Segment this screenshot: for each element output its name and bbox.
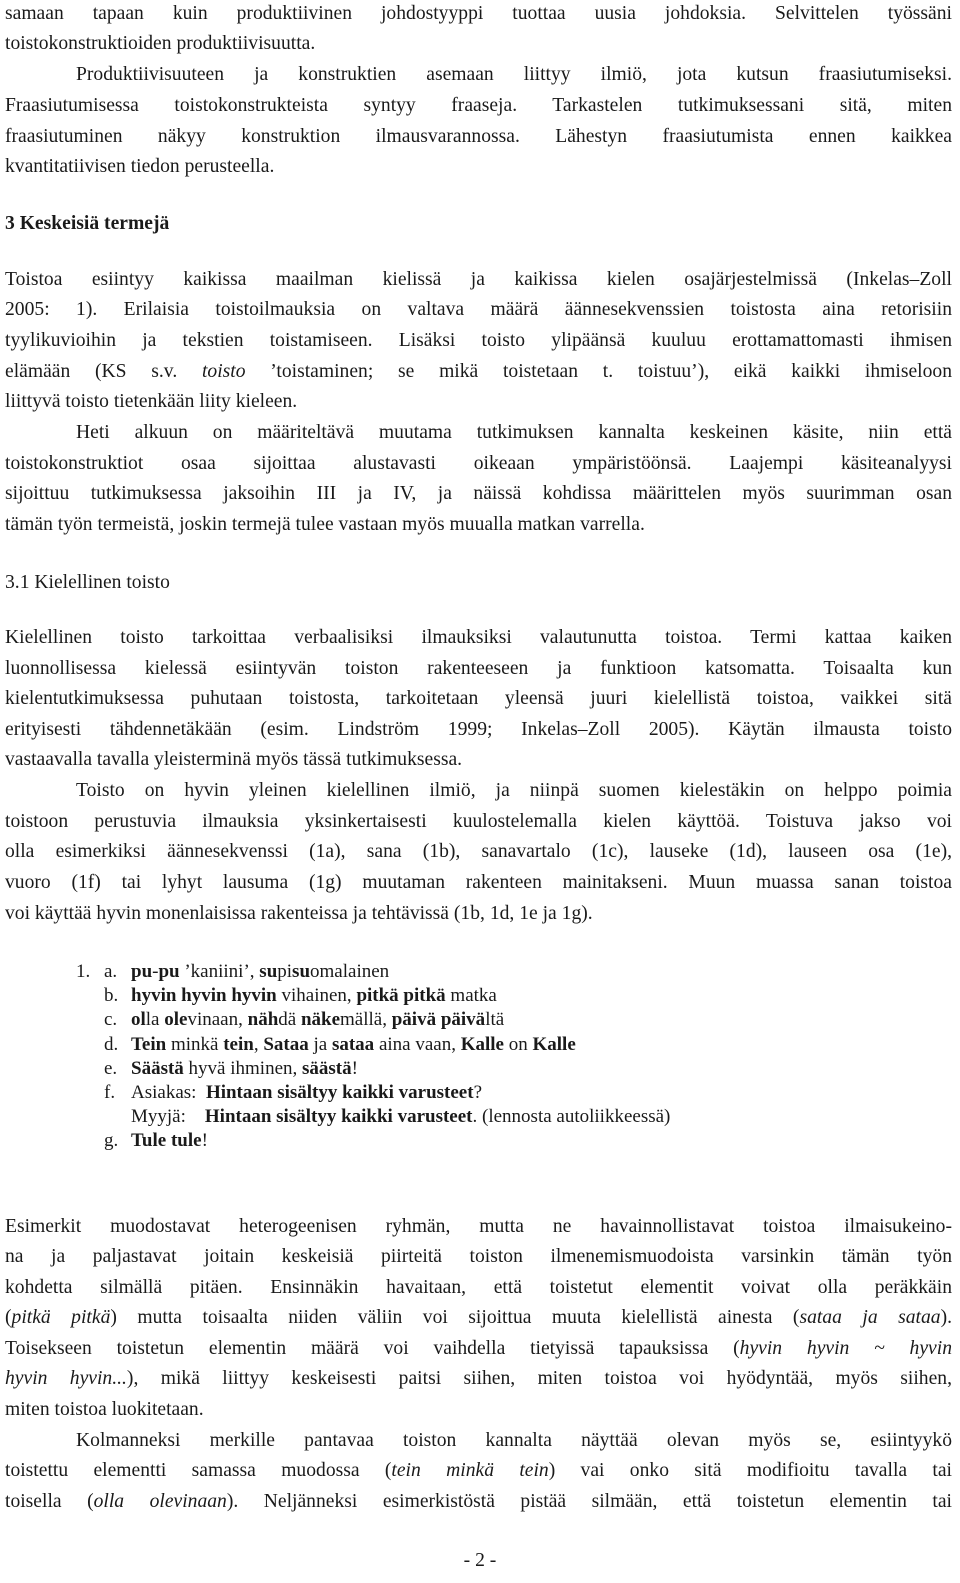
example-text: hyvä ihminen, [183,1057,302,1079]
repeated-element: su [292,961,311,982]
text-run: ). [940,1307,952,1328]
example-text: on [503,1033,533,1055]
text-run: toisella ( [5,1491,94,1512]
example-item [131,960,389,984]
repeated-element: su [259,961,278,982]
italic-example: hyvin hyvin... [5,1368,127,1389]
text-run: ( [5,1307,12,1328]
text-line: Kolmanneksi merkille pantavaa toiston kannalta näyttää olevan myös se, esiintyykö [76,1430,952,1451]
text-line: Toisto on hyvin yleinen kielellinen ilmiö, ja niinpä suomen kielestäkin on helppo poimia [76,780,952,801]
text-run: Toisekseen toistetun elementin määrä voi vaihdella tietyissä tapauksissa ( [5,1338,740,1359]
text-line: erityisesti tähdennetäkään (esim. Lindström 1999; Inkelas–Zoll 2005). Käytän ilmausta toisto [5,719,952,740]
example-label: a. [104,961,118,982]
text-line: voi käyttää hyvin monenlaisissa rakenteissa ja tehtävissä (1b, 1d, 1e ja 1g). [5,903,593,924]
text-line: tyylikuvioihin ja tekstien toistamiseen. Lisäksi toisto ylipäänsä kuuluu erottamattomasti ihmisen [5,330,952,351]
text-line: vastaavalla tavalla yleisterminä myös tässä tutkimuksessa. [5,749,463,770]
text-line: vuoro (1f) tai lyhyt lausuma (1g) muutaman rakenteen mainitakseni. Muun muassa sanan toistoa [5,872,952,893]
example-text: ltä [485,1009,505,1031]
example-text: aina vaan, [374,1033,461,1055]
example-text: ! [201,1130,208,1152]
repeated-element: säästä [302,1057,352,1079]
text-line: Heti alkuun on määriteltävä muutama tutkimuksen kannalta keskeinen käsite, niin että [76,422,952,443]
example-text: omalainen [310,961,390,982]
text-run: elämään (KS s.v. [5,361,202,382]
page-number: - 2 - [463,1550,497,1571]
text-line: kohdetta silmällä pitäen. Ensinnäkin havaitaan, että toistetut elementit voivat olla peräkkäin [5,1277,952,1298]
example-text: minkä [166,1033,224,1055]
repeated-element: Hintaan sisältyy kaikki varusteet [205,1082,474,1103]
text-line: Toistoa esiintyy kaikissa maailman kielissä ja kaikissa kielen osajärjestelmissä (Inkelas–Zoll [5,269,952,290]
italic-example: tein minkä tein [391,1460,549,1481]
example-item [131,984,497,1008]
repeated-element: pitkä pitkä [356,985,446,1007]
repeated-element: pu [158,961,180,982]
repeated-element: tein [223,1033,254,1055]
example-item [131,1033,576,1057]
example-label: d. [104,1033,119,1055]
repeated-element: näh [247,1009,279,1031]
example-text: vihainen, [276,985,357,1007]
text-line [5,1367,952,1391]
repeated-element: Sataa [263,1033,309,1055]
text-line: Esimerkit muodostavat heterogeenisen ryhmän, mutta ne havainnollistavat toistoa ilmaisukeino- [5,1216,952,1237]
repeated-element: ole [164,1009,188,1031]
text-line [5,1490,952,1514]
example-item [131,1129,208,1153]
example-item [131,1008,504,1032]
example-text: ! [351,1057,358,1079]
example-label: g. [104,1130,119,1152]
repeated-element: Tule tule [131,1130,202,1152]
example-label: c. [104,1009,118,1031]
text-line: kielentutkimuksessa puhutaan toistosta, tarkoitetaan yleensä juuri kielellistä toistoa, vaikkei sitä [5,688,952,709]
section-heading: 3 Keskeisiä termejä [5,213,170,234]
text-line: na ja paljastavat joitain keskeisiä piirteitä toiston ilmenemismuodoista varsinkin tämän työn [5,1246,952,1267]
text-line: liittyvä toisto tietenkään liity kieleen. [5,391,298,412]
example-text: la [145,1009,165,1031]
example-text: matka [445,985,497,1007]
text-line: sijoittuu tutkimuksessa jaksoihin III ja IV, ja näissä kohdissa määrittelen myös suurimman osan [5,483,952,504]
text-line: olla esimerkiksi äännesekvenssi (1a), sana (1b), sanavartalo (1c), lauseke (1d), lauseen osa (1e), [5,841,952,862]
example-text: Asiakas: [131,1082,206,1103]
text-line: Kielellinen toisto tarkoittaa verbaalisiksi ilmauksiksi valautunutta toistoa. Termi kattaa kaiken [5,627,952,648]
italic-example: pitkä pitkä [11,1307,111,1328]
italic-example: olla olevinaan [93,1491,227,1512]
text-run: ). Neljänneksi esimerkistöstä pistää silmään, että toistetun elementin tai [226,1491,952,1512]
text-line: luonnollisessa kielessä esiintyvän toiston rakenteeseen ja funktioon katsomatta. Toisaalta kun [5,658,952,679]
text-line: toistokonstruktiot osaa sijoittaa alustavasti oikeaan ympäristöönsä. Laajempi käsiteanalyysi [5,453,952,474]
text-line: 2005: 1). Erilaisia toistoilmauksia on valtava määrä äännesekvenssien toistosta aina retorisiin [5,299,952,320]
example-text: vinaan, [187,1009,248,1031]
repeated-element: näke [300,1009,341,1031]
example-text: ja [308,1033,332,1055]
example-text: , [253,1033,264,1055]
text-line: Fraasiutumisessa toistokonstrukteista syntyy fraaseja. Tarkastelen tutkimuksessani sitä, miten [5,95,952,116]
example-text: ? [473,1082,482,1103]
repeated-element: hyvin hyvin hyvin [131,985,277,1007]
example-text: pi [277,961,293,982]
text-run: ), mikä liittyy keskeisesti paitsi siihen, miten toistoa voi hyödyntää, myös siihen, [126,1368,952,1389]
repeated-element: Hintaan sisältyy kaikki varusteet [204,1106,473,1128]
repeated-element: Säästä [131,1057,184,1079]
text-line: samaan tapaan kuin produktiivinen johdostyyppi tuottaa uusia johdoksia. Selvittelen työssäni [5,3,952,24]
example-text: - [152,961,159,982]
example-text: Myyjä: [131,1106,205,1128]
example-number: 1. [76,961,91,982]
repeated-element: päivä päivä [391,1009,486,1031]
example-item [131,1057,358,1081]
text-line: miten toistoa luokitetaan. [5,1399,204,1420]
text-line [5,360,952,384]
text-line [5,1337,952,1361]
example-item [131,1105,670,1129]
example-text: ’kaniini’, [179,961,260,982]
text-line [5,1459,952,1483]
text-line: toistokonstruktioiden produktiivisuutta. [5,33,316,54]
example-label: b. [104,985,119,1007]
repeated-element: Kalle [532,1033,576,1055]
example-text: . (lennosta autoliikkeessä) [472,1106,671,1128]
repeated-element: Tein [131,1033,167,1055]
repeated-element: pu [131,961,153,982]
text-line: tämän työn termeistä, joskin termejä tulee vastaan myös muualla matkan varrella. [5,514,645,535]
example-label: f. [104,1082,116,1103]
text-line [5,1306,952,1330]
repeated-element: ol [131,1009,146,1031]
text-run: ) vai onko sitä modifioitu tavalla tai [548,1460,952,1481]
repeated-element: Kalle [460,1033,504,1055]
text-run: toistettu elementti samassa muodossa ( [5,1460,392,1481]
text-line: Produktiivisuuteen ja konstruktien asemaan liittyy ilmiö, jota kutsun fraasiutumiseksi. [76,64,952,85]
text-run: ) mutta toisaalta niiden väliin voi sijoittua muuta kielellistä ainesta ( [110,1307,800,1328]
italic-term: toisto [201,361,246,382]
italic-example: hyvin hyvin ~ hyvin [739,1338,952,1359]
repeated-element: sataa [331,1033,375,1055]
example-text: mällä, [340,1009,392,1031]
italic-example: sataa ja sataa [799,1307,941,1328]
subsection-heading: 3.1 Kielellinen toisto [5,572,170,593]
example-item [131,1081,482,1105]
text-run: ’toistaminen; se mikä toistetaan t. toistuu’), eikä kaikki ihmiseloon [245,361,952,382]
example-text: dä [278,1009,301,1031]
text-line: kvantitatiivisen tiedon perusteella. [5,156,275,177]
text-line: fraasiutuminen näkyy konstruktion ilmausvarannossa. Lähestyn fraasiutumista ennen kaikkea [5,126,952,147]
example-label: e. [104,1057,118,1079]
text-line: toistoon perustuvia ilmauksia yksinkertaisesti kuulostelemalla kielen käyttöä. Toistuva jakso voi [5,811,952,832]
